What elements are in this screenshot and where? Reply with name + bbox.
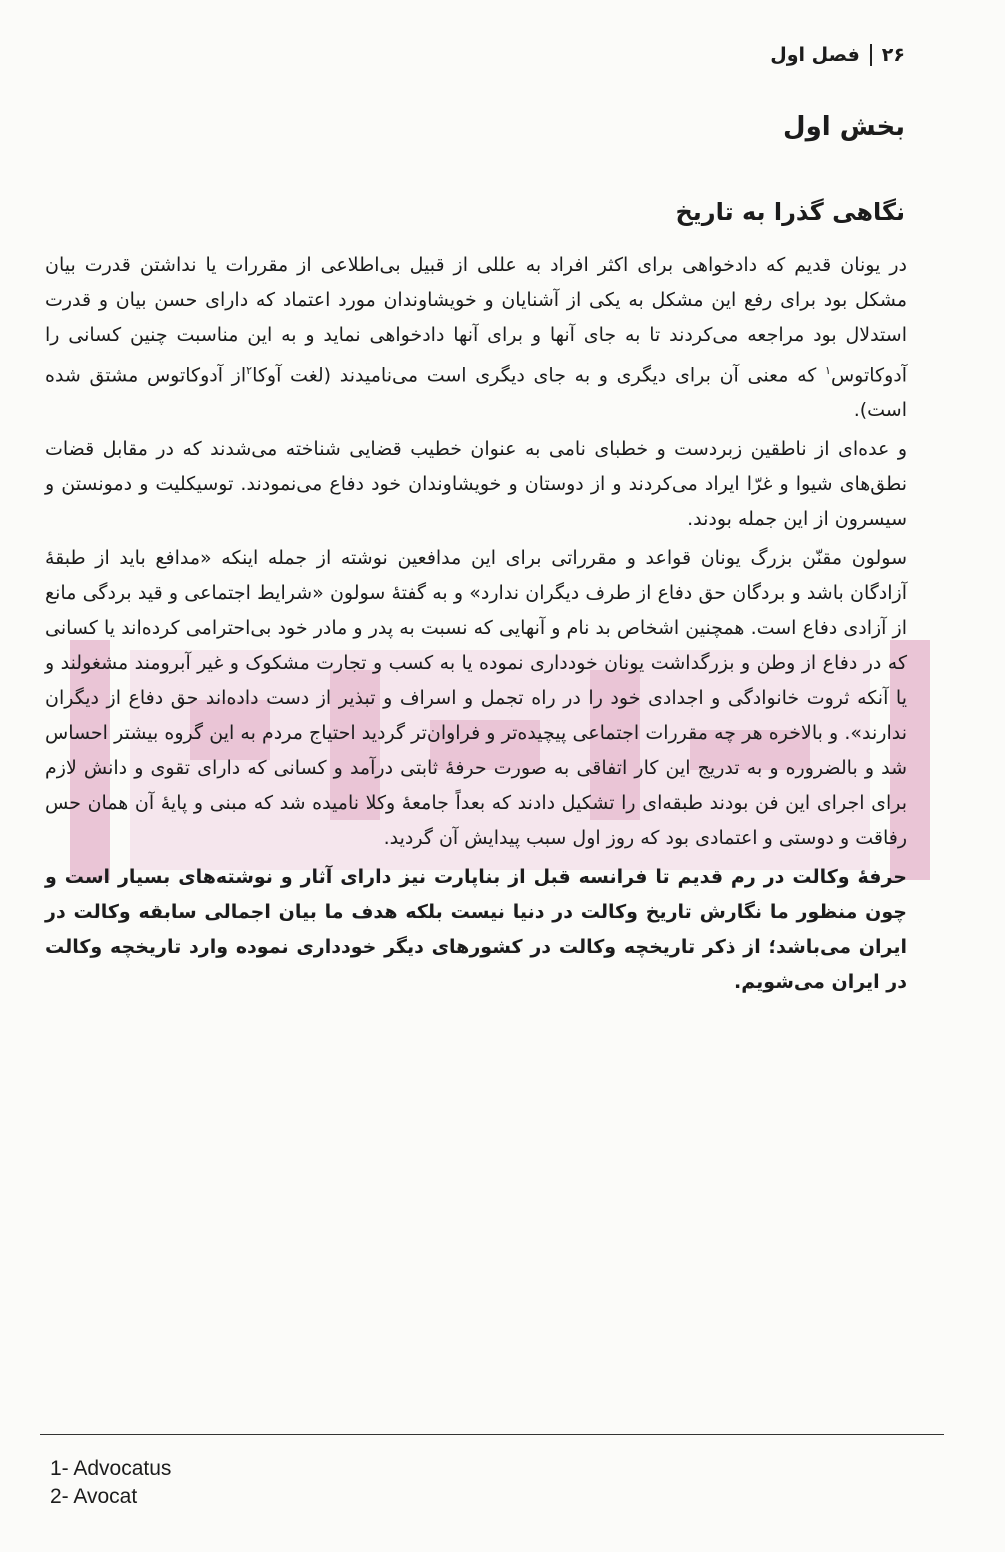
section-title: بخش اول <box>783 112 905 142</box>
header-divider <box>870 44 872 66</box>
subsection-title: نگاهی گذرا به تاریخ <box>675 198 905 226</box>
running-header <box>770 44 905 66</box>
paragraph-1-text: در یونان قدیم که دادخواهی برای اکثر افراد به عللی از قبیل بی‌اطلاعی از مقررات یا نداشتن قدرت بیان مشکل بود برای رفع این مشکل به یکی از آشنایان و خویشاوندان مورد اعتماد که دارای حسن بیان و قدرت استدلال بود مراجعه می‌کردند تا به جای آنها و برای آنها دادخواهی نماید و به این مناسبت چنین کسانی را آدوکاتوس <box>45 254 907 387</box>
paragraph-2: و عده‌ای از ناطقین زبردست و خطبای نامی به عنوان خطیب قضایی شناخته می‌شدند که در مقابل قضات نطق‌های شیوا و غرّا ایراد می‌کردند و از دوستان و خویشاوندان خود دفاع می‌نمودند. توسیکلیت و دمونستن و سیسرون از این جمله بودند. <box>45 438 907 531</box>
paragraph-3: سولون مقنّن بزرگ یونان قواعد و مقرراتی برای این مدافعین نوشته از جمله اینکه «مدافع باید از طبقهٔ آزادگان باشد و بردگان حق دفاع از طرف دیگران ندارد» و به گفتهٔ سولون «شرایط اجتماعی و قید بردگی مانع از آزادی دفاع است. همچنین اشخاص بد نام و آنهایی که نسبت به پدر و مادر خود بی‌احترامی کرده‌اند یا کسانی که در دفاع از وطن و بزرگداشت یونان خودداری نموده یا به کسب و تجارت مشکوک و غیر آبرومند مشغولند و یا آنکه ثروت خانوادگی و اجدادی خود را در راه تجمل و اسراف و تبذیر از دست داده‌اند حق دفاع از دیگران ندارند». و بالاخره هر چه مقررات اجتماعی پیچیده‌تر و فراوان‌تر گردید احتیاج مردم به این گروه بیشتر احساس شد و بالضروره و به تدریج این کار اتفاقی به صورت حرفهٔ ثابتی درآمد و کسانی که دارای تقوی و دانش لازم برای اجرای این فن بودند طبقه‌ای را تشکیل دادند که بعداً جامعهٔ وکلا نامیده شد که مبنی و پایهٔ آن همان حس رفاقت و دوستی و اعتمادی بود که روز اول سبب پیدایش آن گردید. <box>45 547 907 850</box>
footnote-ref-1: ۱ <box>825 364 831 377</box>
paragraph-1-end: از آدوکاتوس مشتق شده است). <box>45 364 907 422</box>
paragraph-4 <box>45 860 907 1000</box>
paragraph-1-mid: که معنی آن برای دیگری و به جای دیگری است می‌نامیدند (لغت آوکا <box>252 364 826 387</box>
chapter-title: فصل اول <box>770 44 860 66</box>
paragraph-4-text: حرفهٔ وکالت در رم قدیم تا فرانسه قبل از بناپارت نیز دارای آثار و نوشته‌های بسیار است و چون منظور ما نگارش تاریخ وکالت در دنیا نیست بلکه هدف ما بیان اجمالی سابقه وکالت در ایران می‌باشد؛ از ذکر تاریخچه وکالت در کشورهای دیگر خودداری نموده وارد تاریخچه وکالت در ایران می‌شویم. <box>45 866 907 994</box>
footnote-divider <box>40 1434 944 1435</box>
page-number: ۲۶ <box>881 44 905 66</box>
body-text <box>45 248 907 1004</box>
footnote-ref-2: ۲ <box>246 364 253 377</box>
footnotes <box>50 1455 171 1511</box>
footnote-2: 2- Avocat <box>50 1485 138 1508</box>
footnote-1: 1- Advocatus <box>50 1457 172 1480</box>
paragraph-1 <box>45 248 907 428</box>
